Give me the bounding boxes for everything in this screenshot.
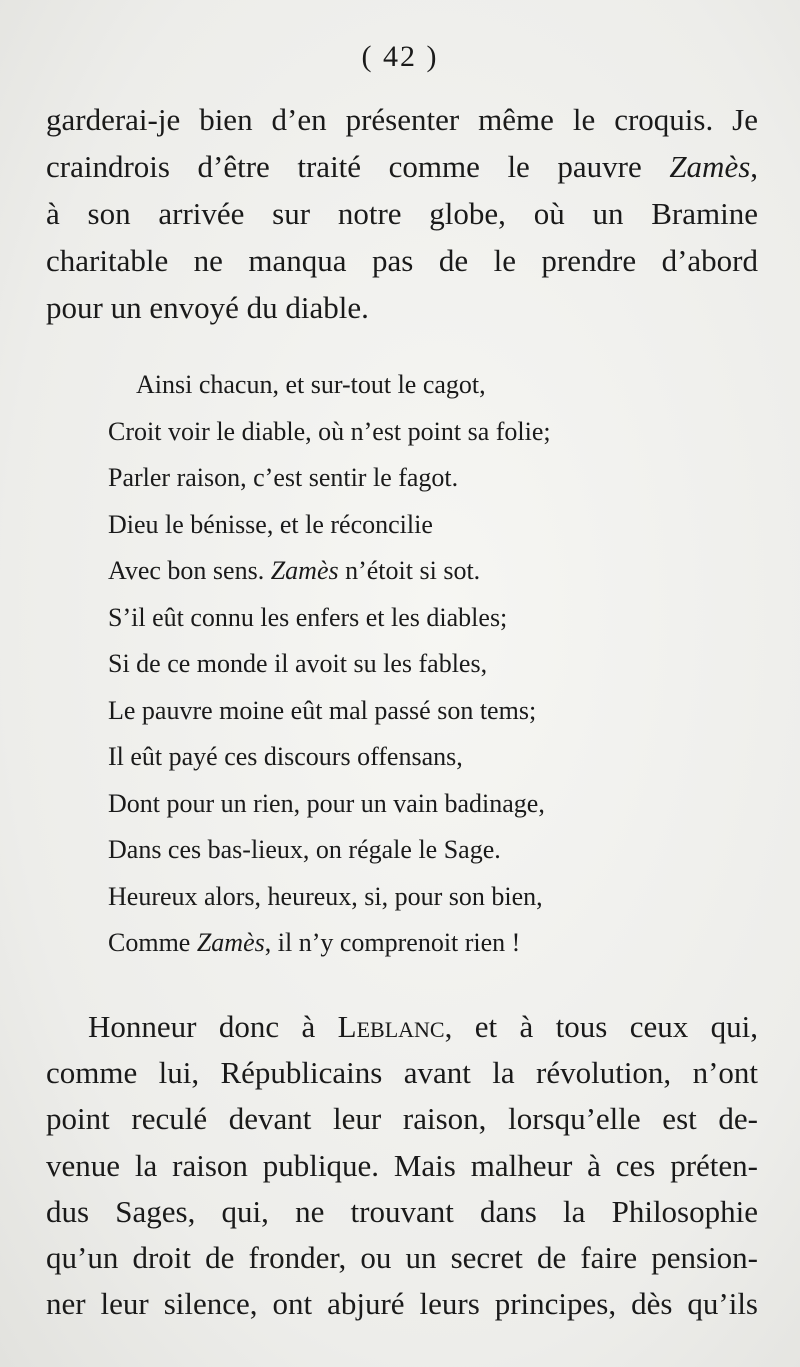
- name-leblanc: Leblanc: [337, 1009, 445, 1044]
- paragraph-1-line: à son arrivée sur notre globe, où un Bramine: [46, 196, 758, 231]
- paragraph-2-line: point reculé devant leur raison, lorsqu’elle est de-: [46, 1101, 758, 1137]
- verse-line: Il eût payé ces discours offensans,: [108, 742, 463, 771]
- paragraph-1: [46, 96, 758, 331]
- paragraph-1-line: pour un envoyé du diable.: [46, 290, 369, 325]
- verse-line: Dieu le bénisse, et le réconcilie: [108, 509, 433, 539]
- name-zames: Zamès: [270, 556, 339, 585]
- verse-block: [108, 362, 748, 967]
- paragraph-2-line: dus Sages, qui, ne trouvant dans la Philosophie: [46, 1193, 758, 1229]
- verse-line: Heureux alors, heureux, si, pour son bien,: [108, 881, 543, 911]
- verse-line: Ainsi chacun, et sur-tout le cagot,: [136, 370, 486, 399]
- verse-line: Avec bon sens. Zamès n’étoit si sot.: [108, 556, 481, 585]
- verse-line: Si de ce monde il avoit su les fables,: [108, 649, 488, 678]
- verse-line: S’il eût connu les enfers et les diables;: [108, 602, 508, 632]
- paragraph-1-line: charitable ne manqua pas de le prendre d’abord: [46, 243, 758, 278]
- name-zames: Zamès: [669, 149, 751, 184]
- paragraph-2-line: ner leur silence, ont abjuré leurs principes, dès qu’ils: [46, 1286, 758, 1322]
- verse-line: Dont pour un rien, pour un vain badinage,: [108, 788, 545, 818]
- verse-line: Croit voir le diable, où n’est point sa folie;: [108, 416, 551, 446]
- verse-line: Parler raison, c’est sentir le fagot.: [108, 463, 459, 492]
- page-number: ( 42 ): [361, 40, 439, 73]
- verse-line: Le pauvre moine eût mal passé son tems;: [108, 695, 537, 725]
- paragraph-2: [46, 1004, 758, 1327]
- paragraph-2-line: venue la raison publique. Mais malheur à ces préten-: [46, 1147, 758, 1183]
- paragraph-2-line: Honneur donc à Leblanc, et à tous ceux qui,: [88, 1009, 758, 1044]
- paragraph-2-line: qu’un droit de fronder, ou un secret de faire pension-: [46, 1240, 758, 1276]
- verse-line: Comme Zamès, il n’y comprenoit rien !: [108, 928, 521, 957]
- paragraph-1-line: craindrois d’être traité comme le pauvre Zamès,: [46, 149, 759, 184]
- name-zames: Zamès: [196, 928, 265, 957]
- verse-line: Dans ces bas-lieux, on régale le Sage.: [108, 835, 501, 864]
- paragraph-2-line: comme lui, Républicains avant la révolution, n’ont: [46, 1055, 758, 1091]
- paragraph-1-line: garderai-je bien d’en présenter même le croquis. Je: [46, 102, 758, 137]
